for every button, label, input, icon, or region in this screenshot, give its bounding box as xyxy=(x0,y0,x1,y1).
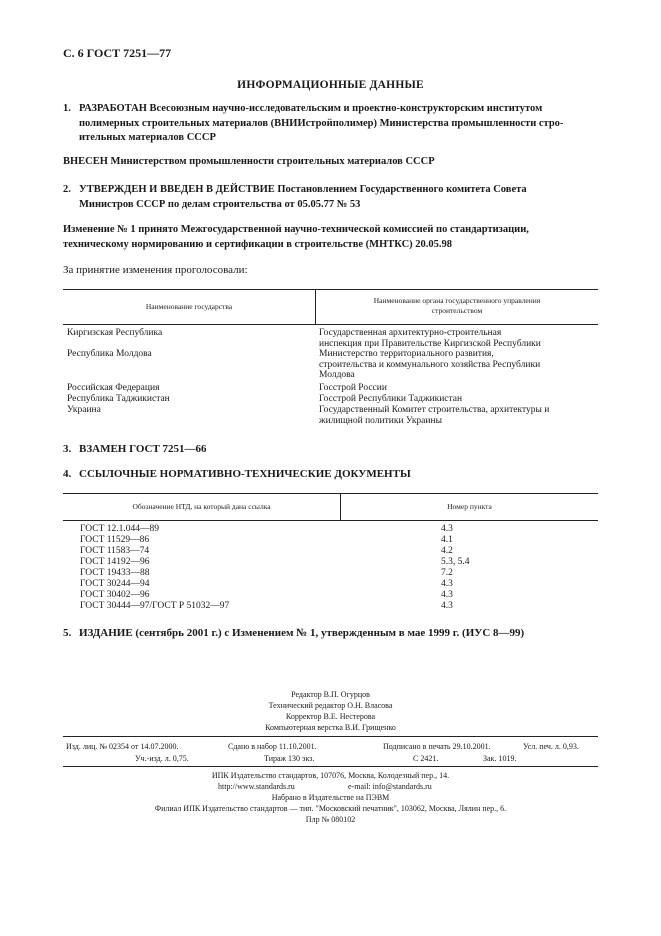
table-row: ГОСТ 11583—74 xyxy=(80,546,150,556)
table-states-header-country: Наименование государства xyxy=(145,302,233,311)
table-cell-item: 5.3, 5.4 xyxy=(441,557,470,567)
pub-uch: Уч.-изд. л. 0,75. xyxy=(135,754,189,763)
section-5-number: 5. xyxy=(63,627,72,639)
table-states-header-org-line-2: строительством xyxy=(431,306,483,315)
change-note-line-1: Изменение № 1 принято Межгосударственной научно-технической комиссией по стандартизации, xyxy=(63,224,529,235)
section-2 xyxy=(63,183,603,212)
table-states-header-org xyxy=(316,296,598,316)
table-row-org: Государственный Комитет строительства, архитектуры и жилищной политики Украины xyxy=(319,405,550,426)
table-cell-item: 4.3 xyxy=(441,524,453,534)
section-1-line-1: РАЗРАБОТАН Всесоюзным научно-исследовательским и проектно-конструкторским институтом xyxy=(79,103,543,114)
section-1-number: 1. xyxy=(63,103,71,114)
table-states-header-org-line-1: Наименование органа государственного управления xyxy=(373,296,541,305)
section-5-text: ИЗДАНИЕ (сентябрь 2001 г.) с Изменением № 1, утвержденным в мае 1999 г. (ИУС 8—99) xyxy=(79,627,525,639)
table-references-items xyxy=(441,524,470,612)
table-row: ГОСТ 12.1.044—89 xyxy=(80,524,159,534)
table-cell-item: 7.2 xyxy=(441,568,453,578)
imprint-credits xyxy=(0,689,661,733)
pub-print: Подписано в печать 29.10.2001. xyxy=(383,742,491,751)
section-1-line-2: полимерных строительных материалов (ВНИИстройполимер) Министерства промышленности стро- xyxy=(79,117,564,129)
pub-license: Изд. лиц. № 02354 от 14.07.2000. xyxy=(66,742,179,751)
table-row-org: Министерство территориального развития, строительства и коммунального хозяйства Республики Молдова xyxy=(319,349,541,380)
section-3-number: 3. xyxy=(63,443,72,455)
pub-tir: Тираж 130 экз. xyxy=(264,754,315,763)
vnesen-text: ВНЕСЕН Министерством промышленности строительных материалов СССР xyxy=(63,156,435,167)
table-row: ГОСТ 30244—94 xyxy=(80,579,150,589)
table-cell-item: 4.2 xyxy=(441,546,453,556)
table-cell-item: 4.3 xyxy=(441,601,453,611)
table-references-header-item: Номер пункта xyxy=(447,502,492,511)
pub-set: Сдано в набор 11.10.2001. xyxy=(228,742,317,751)
table-row: ГОСТ 11529—86 xyxy=(80,535,150,545)
pub-c: С 2421. xyxy=(413,754,439,763)
change-note-line-2: техническому нормированию и сертификации в строительстве (МНТКС) 20.05.98 xyxy=(63,238,453,250)
table-row: Киргизская Республика xyxy=(67,328,163,338)
table-row: ГОСТ 14192—96 xyxy=(80,557,150,567)
imprint-tech-editor: Технический редактор О.Н. Власова xyxy=(268,701,393,710)
ipk-address: ИПК Издательство стандартов, 107076, Москва, Колодезный пер., 14. xyxy=(211,771,450,780)
pub-zak: Зак. 1019. xyxy=(483,754,517,763)
section-4 xyxy=(63,467,411,482)
ipk-email: e-mail: info@standards.ru xyxy=(348,782,432,791)
section-4-number: 4. xyxy=(63,468,72,480)
table-references-docs xyxy=(80,524,229,612)
section-1 xyxy=(63,102,603,146)
section-2-line-1: УТВЕРЖДЕН И ВВЕДЕН В ДЕЙСТВИЕ Постановлением Государственного комитета Совета xyxy=(79,184,527,195)
section-5 xyxy=(63,626,524,641)
table-cell-item: 4.3 xyxy=(441,579,453,589)
table-row: ГОСТ 30402—96 xyxy=(80,590,150,600)
section-2-line-2: Министров СССР по делам строительства от 05.05.77 № 53 xyxy=(79,198,361,210)
table-row-org: Госстрой России xyxy=(319,383,387,393)
table-row: Республика Молдова xyxy=(67,349,152,359)
page-header: С. 6 ГОСТ 7251—77 xyxy=(63,46,172,60)
imprint-layout: Компьютерная верстка В.И. Грищенко xyxy=(265,723,396,732)
page-title: ИНФОРМАЦИОННЫЕ ДАННЫЕ xyxy=(237,79,424,91)
ipk-site: http://www.standards.ru xyxy=(218,782,295,791)
section-3-text: ВЗАМЕН ГОСТ 7251—66 xyxy=(79,443,207,455)
ipk-branch: Филиал ИПК Издательство стандартов — тип. "Московский печатник", 103062, Москва, Лялин пер., 6. xyxy=(154,804,507,813)
table-row-org: Государственная архитектурно-строительная инспекция при Правительстве Киргизской Республики xyxy=(319,328,541,349)
vote-text: За принятие изменения проголосовали: xyxy=(63,264,248,276)
table-row: Республика Таджикистан xyxy=(67,394,170,404)
table-row: ГОСТ 30444—97/ГОСТ Р 51032—97 xyxy=(80,601,230,611)
table-references-header-doc: Обозначение НТД, на который дана ссылка xyxy=(132,502,271,511)
section-1-line-3: ительных материалов СССР xyxy=(79,132,216,143)
table-row: Украина xyxy=(67,405,101,415)
imprint-editor: Редактор В.П. Огурцов xyxy=(291,690,370,699)
imprint-corrector: Корректор В.Е. Нестерова xyxy=(285,712,376,721)
table-cell-item: 4.1 xyxy=(441,535,453,545)
section-2-number: 2. xyxy=(63,184,71,195)
table-cell-item: 4.3 xyxy=(441,590,453,600)
change-note xyxy=(63,223,603,252)
table-row-org: Госстрой Республики Таджикистан xyxy=(319,394,463,404)
table-row: Российская Федерация xyxy=(67,383,160,393)
table-row: ГОСТ 19433—88 xyxy=(80,568,150,578)
pub-usl: Усл. печ. л. 0,93. xyxy=(523,742,579,751)
section-4-text: ССЫЛОЧНЫЕ НОРМАТИВНО-ТЕХНИЧЕСКИЕ ДОКУМЕНТЫ xyxy=(79,468,411,480)
section-3 xyxy=(63,442,207,457)
ipk-plr: Плр № 080102 xyxy=(305,815,356,824)
ipk-typeset: Набрано в Издательстве на ПЭВМ xyxy=(271,793,390,802)
